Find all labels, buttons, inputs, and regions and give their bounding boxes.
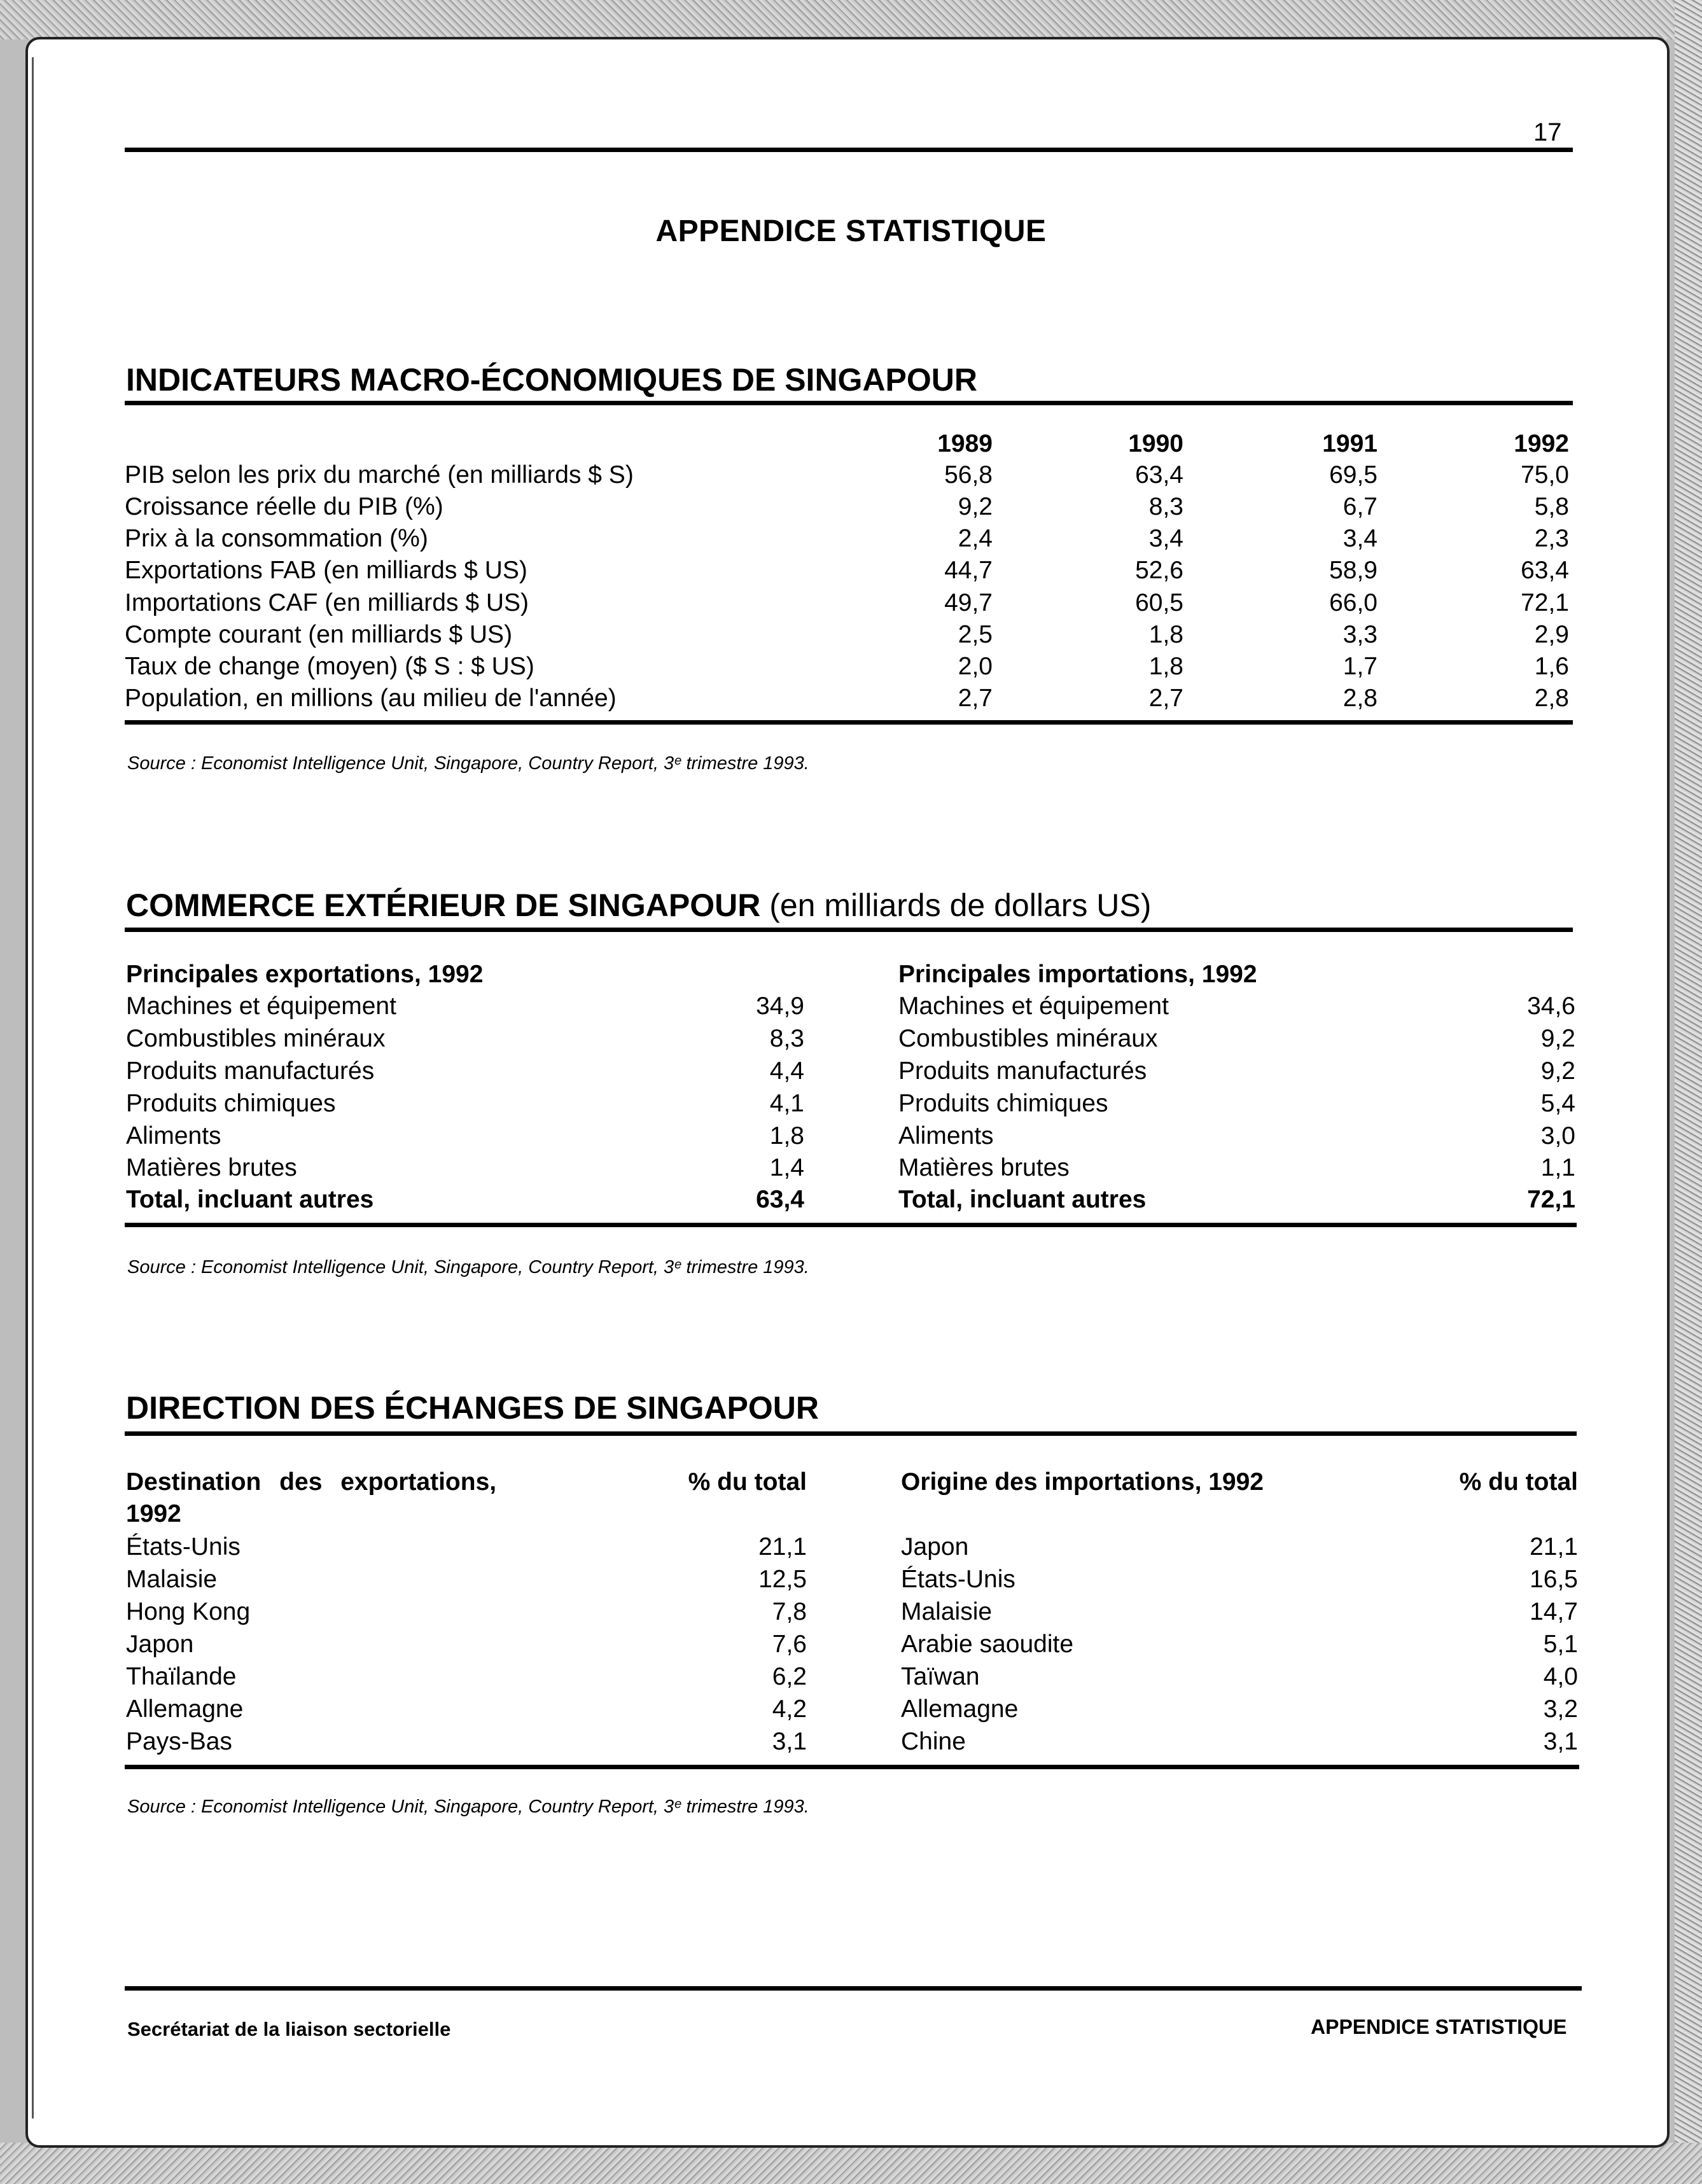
list-item-label: Arabie saoudite	[901, 1631, 1074, 1658]
row-value: 2,0	[958, 653, 993, 680]
list-item-label: Allemagne	[126, 1695, 244, 1723]
row-value: 2,3	[1534, 525, 1569, 552]
list-item-label: Malaisie	[901, 1598, 993, 1625]
row-value: 2,8	[1343, 685, 1378, 712]
list-item-value: 7,6	[772, 1631, 807, 1658]
destinations-header-year: 1992	[126, 1500, 181, 1527]
row-label: Croissance réelle du PIB (%)	[125, 493, 443, 520]
scan-edge-bottom	[0, 2143, 1702, 2184]
list-item-label: Pays-Bas	[126, 1728, 232, 1755]
year-header: 1989	[937, 430, 993, 457]
row-value: 69,5	[1329, 461, 1378, 489]
list-item-value: 16,5	[1530, 1566, 1578, 1593]
row-value: 6,7	[1343, 493, 1378, 520]
list-item-value: 9,2	[1540, 1025, 1575, 1052]
direction-source: Source : Economist Intelligence Unit, Singapore, Country Report, 3ᵉ trimestre 1993.	[127, 1797, 809, 1817]
list-item-label: Chine	[901, 1728, 966, 1755]
footer-publisher: Secrétariat de la liaison sectorielle	[127, 2018, 451, 2040]
row-label: Compte courant (en milliards $ US)	[125, 621, 513, 648]
destinations-pct-header: % du total	[688, 1468, 807, 1496]
direction-bottom-rule	[125, 1765, 1579, 1769]
exports-total-value: 63,4	[756, 1186, 804, 1213]
row-value: 1,7	[1343, 653, 1378, 680]
list-item-value: 4,0	[1543, 1663, 1578, 1690]
list-item-label: Aliments	[898, 1122, 994, 1150]
year-header: 1990	[1128, 430, 1183, 457]
list-item-value: 4,4	[769, 1057, 804, 1085]
row-value: 2,7	[958, 685, 993, 712]
list-item-value: 4,1	[769, 1090, 804, 1117]
row-value: 1,6	[1534, 653, 1569, 680]
row-value: 49,7	[944, 589, 993, 616]
list-item-label: Machines et équipement	[126, 992, 396, 1020]
list-item-value: 7,8	[772, 1598, 807, 1625]
exports-total-label: Total, incluant autres	[126, 1186, 374, 1213]
list-item-value: 21,1	[1530, 1533, 1578, 1561]
row-value: 56,8	[944, 461, 993, 489]
list-item-value: 12,5	[758, 1566, 807, 1593]
row-value: 1,8	[1148, 653, 1183, 680]
trade-section-title	[126, 887, 1151, 924]
row-label: Prix à la consommation (%)	[125, 525, 428, 552]
list-item-label: Matières brutes	[126, 1154, 297, 1181]
list-item-label: Produits chimiques	[126, 1090, 336, 1117]
exports-header: Principales exportations, 1992	[126, 961, 484, 988]
row-value: 2,9	[1534, 621, 1569, 648]
list-item-label: Malaisie	[126, 1566, 218, 1593]
list-item-value: 5,4	[1540, 1090, 1575, 1117]
row-value: 2,5	[958, 621, 993, 648]
direction-top-rule	[125, 1431, 1577, 1436]
list-item-value: 1,1	[1540, 1154, 1575, 1181]
row-value: 72,1	[1521, 589, 1569, 616]
list-item-label: États-Unis	[126, 1533, 241, 1561]
year-header: 1991	[1322, 430, 1378, 457]
list-item-value: 1,4	[769, 1154, 804, 1181]
list-item-value: 8,3	[769, 1025, 804, 1052]
list-item-value: 5,1	[1543, 1631, 1578, 1658]
trade-title-bold: COMMERCE EXTÉRIEUR DE SINGAPOUR	[126, 887, 761, 923]
list-item-label: Combustibles minéraux	[126, 1025, 386, 1052]
list-item-value: 34,6	[1527, 992, 1575, 1020]
list-item-label: Taïwan	[901, 1663, 980, 1690]
page-title: APPENDICE STATISTIQUE	[655, 214, 1047, 248]
row-label: Population, en millions (au milieu de l'année)	[125, 685, 617, 712]
row-value: 1,8	[1148, 621, 1183, 648]
year-header: 1992	[1514, 430, 1569, 457]
trade-title-unit: (en milliards de dollars US)	[760, 887, 1152, 923]
page-number: 17	[1533, 118, 1562, 146]
row-value: 58,9	[1329, 557, 1378, 584]
trade-source: Source : Economist Intelligence Unit, Singapore, Country Report, 3ᵉ trimestre 1993.	[127, 1257, 809, 1277]
header-rule	[125, 148, 1573, 152]
row-value: 8,3	[1148, 493, 1183, 520]
list-item-label: Japon	[126, 1631, 194, 1658]
list-item-value: 3,0	[1540, 1122, 1575, 1150]
row-label: Exportations FAB (en milliards $ US)	[125, 557, 527, 584]
row-value: 3,3	[1343, 621, 1378, 648]
row-label: PIB selon les prix du marché (en milliards $ S)	[125, 461, 634, 489]
row-value: 63,4	[1521, 557, 1569, 584]
list-item-value: 3,2	[1543, 1695, 1578, 1723]
row-value: 5,8	[1534, 493, 1569, 520]
trade-bottom-rule	[125, 1223, 1577, 1227]
imports-header: Principales importations, 1992	[898, 961, 1257, 988]
list-item-value: 4,2	[772, 1695, 807, 1723]
row-value: 63,4	[1135, 461, 1183, 489]
list-item-label: Matières brutes	[898, 1154, 1070, 1181]
row-label: Taux de change (moyen) ($ S : $ US)	[125, 653, 534, 680]
list-item-value: 6,2	[772, 1663, 807, 1690]
imports-total-value: 72,1	[1527, 1186, 1575, 1213]
list-item-label: Machines et équipement	[898, 992, 1169, 1020]
list-item-value: 9,2	[1540, 1057, 1575, 1085]
list-item-label: Produits manufacturés	[126, 1057, 375, 1085]
origins-pct-header: % du total	[1459, 1468, 1578, 1496]
macro-bottom-rule	[125, 720, 1573, 725]
direction-section-title: DIRECTION DES ÉCHANGES DE SINGAPOUR	[126, 1390, 820, 1426]
list-item-label: États-Unis	[901, 1566, 1015, 1593]
scan-edge-top	[0, 0, 1702, 39]
row-value: 75,0	[1521, 461, 1569, 489]
list-item-label: Produits chimiques	[898, 1090, 1108, 1117]
row-label: Importations CAF (en milliards $ US)	[125, 589, 529, 616]
binding-line	[32, 57, 34, 2118]
scan-edge-right	[1675, 0, 1702, 2184]
row-value: 2,4	[958, 525, 993, 552]
row-value: 52,6	[1135, 557, 1183, 584]
row-value: 66,0	[1329, 589, 1378, 616]
list-item-value: 21,1	[758, 1533, 807, 1561]
row-value: 2,8	[1534, 685, 1569, 712]
destinations-header: Destination des exportations,	[126, 1468, 497, 1496]
origins-header: Origine des importations, 1992	[901, 1468, 1264, 1496]
macro-source: Source : Economist Intelligence Unit, Singapore, Country Report, 3ᵉ trimestre 1993.	[127, 753, 809, 774]
list-item-label: Hong Kong	[126, 1598, 251, 1625]
imports-total-label: Total, incluant autres	[898, 1186, 1147, 1213]
list-item-label: Produits manufacturés	[898, 1057, 1147, 1085]
footer-rule	[125, 1986, 1582, 1991]
list-item-value: 3,1	[772, 1728, 807, 1755]
list-item-value: 34,9	[756, 992, 804, 1020]
list-item-value: 3,1	[1543, 1728, 1578, 1755]
macro-top-rule	[125, 401, 1573, 405]
row-value: 9,2	[958, 493, 993, 520]
list-item-label: Allemagne	[901, 1695, 1019, 1723]
row-value: 44,7	[944, 557, 993, 584]
list-item-label: Japon	[901, 1533, 969, 1561]
list-item-label: Aliments	[126, 1122, 221, 1150]
trade-top-rule	[125, 928, 1573, 932]
list-item-value: 14,7	[1530, 1598, 1578, 1625]
macro-section-title: INDICATEURS MACRO-ÉCONOMIQUES DE SINGAPOUR	[126, 362, 978, 398]
list-item-label: Thaïlande	[126, 1663, 237, 1690]
row-value: 2,7	[1148, 685, 1183, 712]
row-value: 60,5	[1135, 589, 1183, 616]
row-value: 3,4	[1148, 525, 1183, 552]
footer-section: APPENDICE STATISTIQUE	[1311, 2015, 1567, 2038]
list-item-value: 1,8	[769, 1122, 804, 1150]
list-item-label: Combustibles minéraux	[898, 1025, 1158, 1052]
row-value: 3,4	[1343, 525, 1378, 552]
